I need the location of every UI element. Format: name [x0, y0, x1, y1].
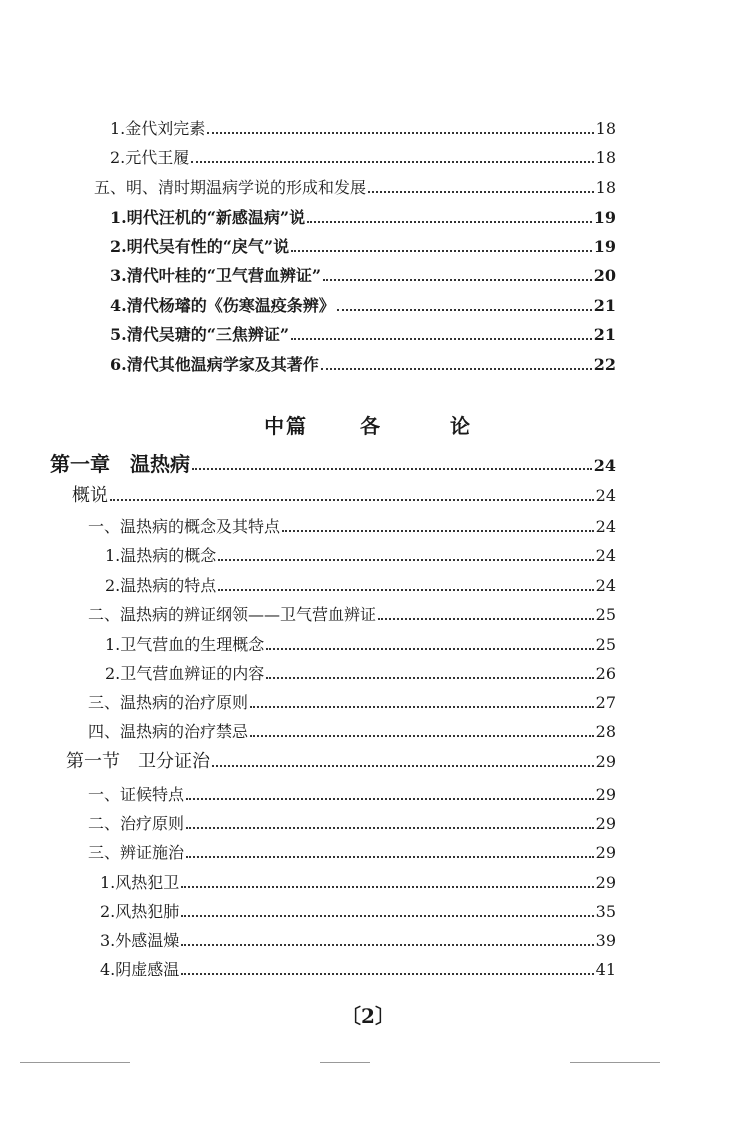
toc-label: 一、温热病的概念及其特点: [88, 517, 281, 536]
toc-label: 三、辨证施治: [88, 843, 185, 862]
toc-page: 21: [593, 325, 616, 344]
toc-page: 39: [595, 931, 616, 950]
toc-label: 3.外感温燥: [100, 931, 180, 950]
toc-entry-chapter[interactable]: [50, 454, 616, 476]
scan-artifact: [20, 1062, 130, 1063]
toc-page: 29: [595, 752, 616, 771]
dot-leader: [192, 467, 592, 470]
toc-page: 25: [595, 605, 616, 624]
dot-leader: [368, 190, 594, 193]
toc-page: 29: [595, 814, 616, 833]
dot-leader: [110, 498, 594, 501]
toc-label: 5.清代吴瑭的“三焦辨证”: [110, 325, 290, 344]
scan-artifact: [320, 1062, 370, 1063]
toc-entry[interactable]: [110, 296, 616, 316]
toc-entry[interactable]: [100, 960, 616, 980]
toc-entry[interactable]: [105, 635, 616, 655]
toc-page: 28: [595, 722, 616, 741]
dot-leader: [337, 308, 592, 311]
toc-label: 1.风热犯卫: [100, 873, 180, 892]
toc-entry[interactable]: [94, 178, 616, 198]
toc-entry[interactable]: [110, 208, 616, 228]
toc-page: 29: [595, 843, 616, 862]
dot-leader: [266, 647, 593, 650]
toc-label: 第一节 卫分证治: [66, 751, 210, 772]
dot-leader: [218, 588, 593, 591]
toc-page: 24: [595, 576, 616, 595]
toc-label: 2.卫气营血辨证的内容: [105, 664, 265, 683]
toc-label: 1.温热病的概念: [105, 546, 217, 565]
toc-entry[interactable]: [88, 722, 616, 742]
toc-page: 21: [593, 296, 616, 315]
dot-leader: [186, 826, 594, 829]
toc-label: 五、明、清时期温病学说的形成和发展: [94, 178, 367, 197]
dot-leader: [307, 220, 592, 223]
toc-entry-section[interactable]: [66, 752, 616, 772]
section-heading: [0, 410, 736, 439]
toc-entry[interactable]: [105, 576, 616, 596]
toc-entry[interactable]: [110, 119, 616, 139]
toc-page: 26: [595, 664, 616, 683]
toc-entry[interactable]: [88, 814, 616, 834]
toc-label: 第一章 温热病: [50, 452, 190, 476]
toc-label: 2.元代王履: [110, 148, 190, 167]
dot-leader: [323, 278, 592, 281]
dot-leader: [282, 529, 594, 532]
toc-label: 一、证候特点: [88, 785, 185, 804]
toc-label: 1.明代汪机的“新感温病”说: [110, 208, 306, 227]
toc-page: 18: [595, 178, 616, 197]
toc-page: 24: [593, 456, 616, 475]
toc-page: 24: [595, 486, 616, 505]
dot-leader: [378, 617, 594, 620]
dot-leader: [291, 249, 592, 252]
toc-label: 2.温热病的特点: [105, 576, 217, 595]
toc-entry[interactable]: [110, 355, 616, 375]
toc-label: 4.清代杨璿的《伤寒温疫条辨》: [110, 296, 335, 315]
toc-label: 4.阴虚感温: [100, 960, 180, 979]
toc-page: 24: [595, 517, 616, 536]
dot-leader: [218, 558, 593, 561]
toc-label: 二、温热病的辨证纲领——卫气营血辨证: [88, 605, 377, 624]
toc-label: 概说: [72, 485, 108, 506]
dot-leader: [266, 676, 593, 679]
toc-entry[interactable]: [88, 517, 616, 537]
toc-entry[interactable]: [110, 237, 616, 257]
toc-entry[interactable]: [105, 546, 616, 566]
page-number: 〔2〕: [341, 1004, 395, 1028]
toc-entry[interactable]: [100, 902, 616, 922]
toc-page: 22: [593, 355, 616, 374]
toc-entry[interactable]: [72, 486, 616, 506]
dot-leader: [181, 914, 593, 917]
dot-leader: [181, 972, 593, 975]
heading-part: 论: [449, 414, 472, 438]
toc-entry[interactable]: [88, 843, 616, 863]
toc-entry[interactable]: [88, 693, 616, 713]
toc-page: 29: [595, 873, 616, 892]
toc-page: 20: [593, 266, 616, 285]
dot-leader: [321, 367, 592, 370]
toc-label: 四、温热病的治疗禁忌: [88, 722, 249, 741]
toc-label: 1.卫气营血的生理概念: [105, 635, 265, 654]
toc-page: 24: [595, 546, 616, 565]
dot-leader: [212, 764, 594, 767]
dot-leader: [250, 734, 594, 737]
toc-label: 3.清代叶桂的“卫气营血辨证”: [110, 266, 322, 285]
toc-page: 29: [595, 785, 616, 804]
toc-entry[interactable]: [88, 785, 616, 805]
toc-entry[interactable]: [100, 931, 616, 951]
dot-leader: [186, 797, 594, 800]
toc-entry[interactable]: [110, 148, 616, 168]
toc-label: 1.金代刘完素: [110, 119, 206, 138]
toc-label: 二、治疗原则: [88, 814, 185, 833]
scan-artifact: [570, 1062, 660, 1063]
dot-leader: [181, 943, 593, 946]
heading-part: 中篇: [264, 414, 309, 438]
toc-page: 25: [595, 635, 616, 654]
toc-page: 19: [593, 208, 616, 227]
dot-leader: [250, 705, 594, 708]
toc-page: 41: [595, 960, 616, 979]
toc-label: 6.清代其他温病学家及其著作: [110, 355, 319, 374]
toc-entry[interactable]: [100, 873, 616, 893]
toc-label: 2.明代吴有性的“戾气”说: [110, 237, 290, 256]
dot-leader: [207, 131, 593, 134]
dot-leader: [191, 160, 593, 163]
toc-page: 35: [595, 902, 616, 921]
toc-page: 19: [593, 237, 616, 256]
dot-leader: [186, 855, 594, 858]
dot-leader: [181, 885, 593, 888]
toc-label: 2.风热犯肺: [100, 902, 180, 921]
toc-entry[interactable]: [110, 266, 616, 286]
toc-entry[interactable]: [105, 664, 616, 684]
heading-part: 各: [360, 414, 382, 438]
toc-label: 三、温热病的治疗原则: [88, 693, 249, 712]
toc-entry[interactable]: [110, 325, 616, 345]
toc-entry[interactable]: [88, 605, 616, 625]
toc-page: 18: [595, 119, 616, 138]
toc-page: 27: [595, 693, 616, 712]
dot-leader: [291, 337, 592, 340]
toc-page: 18: [595, 148, 616, 167]
